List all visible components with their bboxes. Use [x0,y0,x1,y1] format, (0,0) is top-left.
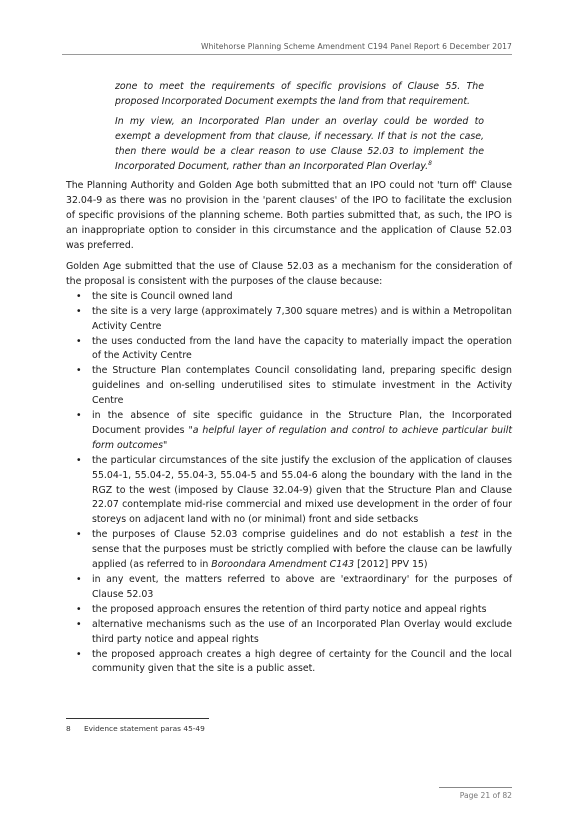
bullet-item-10: • alternative mechanisms such as the use of an Incorporated Plan Overlay would exclude third party notice and appeal rights [66,618,512,648]
bullet-item-7-text-a: the purposes of Clause 52.03 comprise guidelines and do not establish a [92,529,461,541]
page-body [66,80,512,677]
footnote [66,724,205,733]
bullet-item-5 [66,409,512,454]
bullet-item-6: • the particular circumstances of the site justify the exclusion of the application of clauses 55.04-1, 55.04-2, 55.04-3, 55.04-5 and 55.04-6 along the boundary with the land in the RGZ to the west (imposed by Clause 32.04-9) given that the Structure Plan and Clause 22.07 contemplate mid-rise commercial and mixed use development in the order of four storeys on adjacent land with no (or minimal) front and side setbacks [66,454,512,529]
bullet-item-9: • the proposed approach ensures the retention of third party notice and appeal rights [66,603,512,618]
quote-paragraph-2 [115,115,484,175]
bullet-item-5-text: in the absence of site specific guidance in the Structure Plan, the Incorporated Document provides [92,410,512,436]
footnote-reference[interactable]: 8 [428,159,432,167]
quote-paragraph-2-text: In my view, an Incorporated Plan under an overlay could be worded to exempt a development from that clause, if necessary. If that is not the case, then there would be a clear reason to use Clause 52.03 to implement the Incorporated Document, rather than an Incorporated Plan Overlay. [115,115,484,172]
bullet-item-8: • in any event, the matters referred to above are 'extraordinary' for the purposes of Clause 52.03 [66,573,512,603]
bullet-item-7 [66,528,512,573]
bullet-item-7-case-name: Boroondara Amendment C143 [211,559,355,571]
body-paragraph-1: The Planning Authority and Golden Age both submitted that an IPO could not 'turn off' Clause 32.04-9 as there was no provision in the 'parent clauses' of the IPO to facilitate the exclusion of specific provisions of the planning scheme. Both parties submitted that, as such, the IPO is an inappropriate option to consider in this circumstance and the application of Clause 52.03 was preferred. [66,180,512,252]
running-header: Whitehorse Planning Scheme Amendment C194 Panel Report 6 December 2017 [62,42,512,55]
bullet-item-4: • the Structure Plan contemplates Council consolidating land, preparing specific design guidelines and on-selling underutilised sites to stimulate investment in the Activity Centre [66,364,512,409]
body-paragraph-2: Golden Age submitted that the use of Clause 52.03 as a mechanism for the consideration of the proposal is consistent with the purposes of the clause because: [66,260,512,287]
bullet-item-7-text-c: [2012] PPV 15) [354,559,428,571]
footnote-number: 8 [66,724,71,733]
quote-paragraph-1: zone to meet the requirements of specific provisions of Clause 55. The proposed Incorporated Document exempts the land from that requirement. [115,81,484,107]
bullet-item-11: • the proposed approach creates a high degree of certainty for the Council and the local community given that the site is a public asset. [66,648,512,678]
bullet-item-7-text-b: in the sense that the purposes must be strictly complied with before the clause can be lawfully applied (as referred to in [92,529,512,571]
bullet-item-5-quote: "a helpful layer of regulation and control to achieve particular built form outcomes" [92,424,512,451]
footnote-text: Evidence statement paras 45-49 [84,724,205,733]
page-number: Page 21 of 82 [459,791,512,800]
footer-divider [439,787,512,788]
footnote-divider [66,718,209,719]
bullet-item-7-emphasis: test [460,529,479,541]
submission-bullet-list [66,290,512,678]
bullet-item-2: • the site is a very large (approximately 7,300 square metres) and is within a Metropolitan Activity Centre [66,305,512,335]
bullet-item-3: • the uses conducted from the land have the capacity to materially impact the operation of the Activity Centre [66,335,512,365]
bullet-item-1: • the site is Council owned land [66,290,512,305]
